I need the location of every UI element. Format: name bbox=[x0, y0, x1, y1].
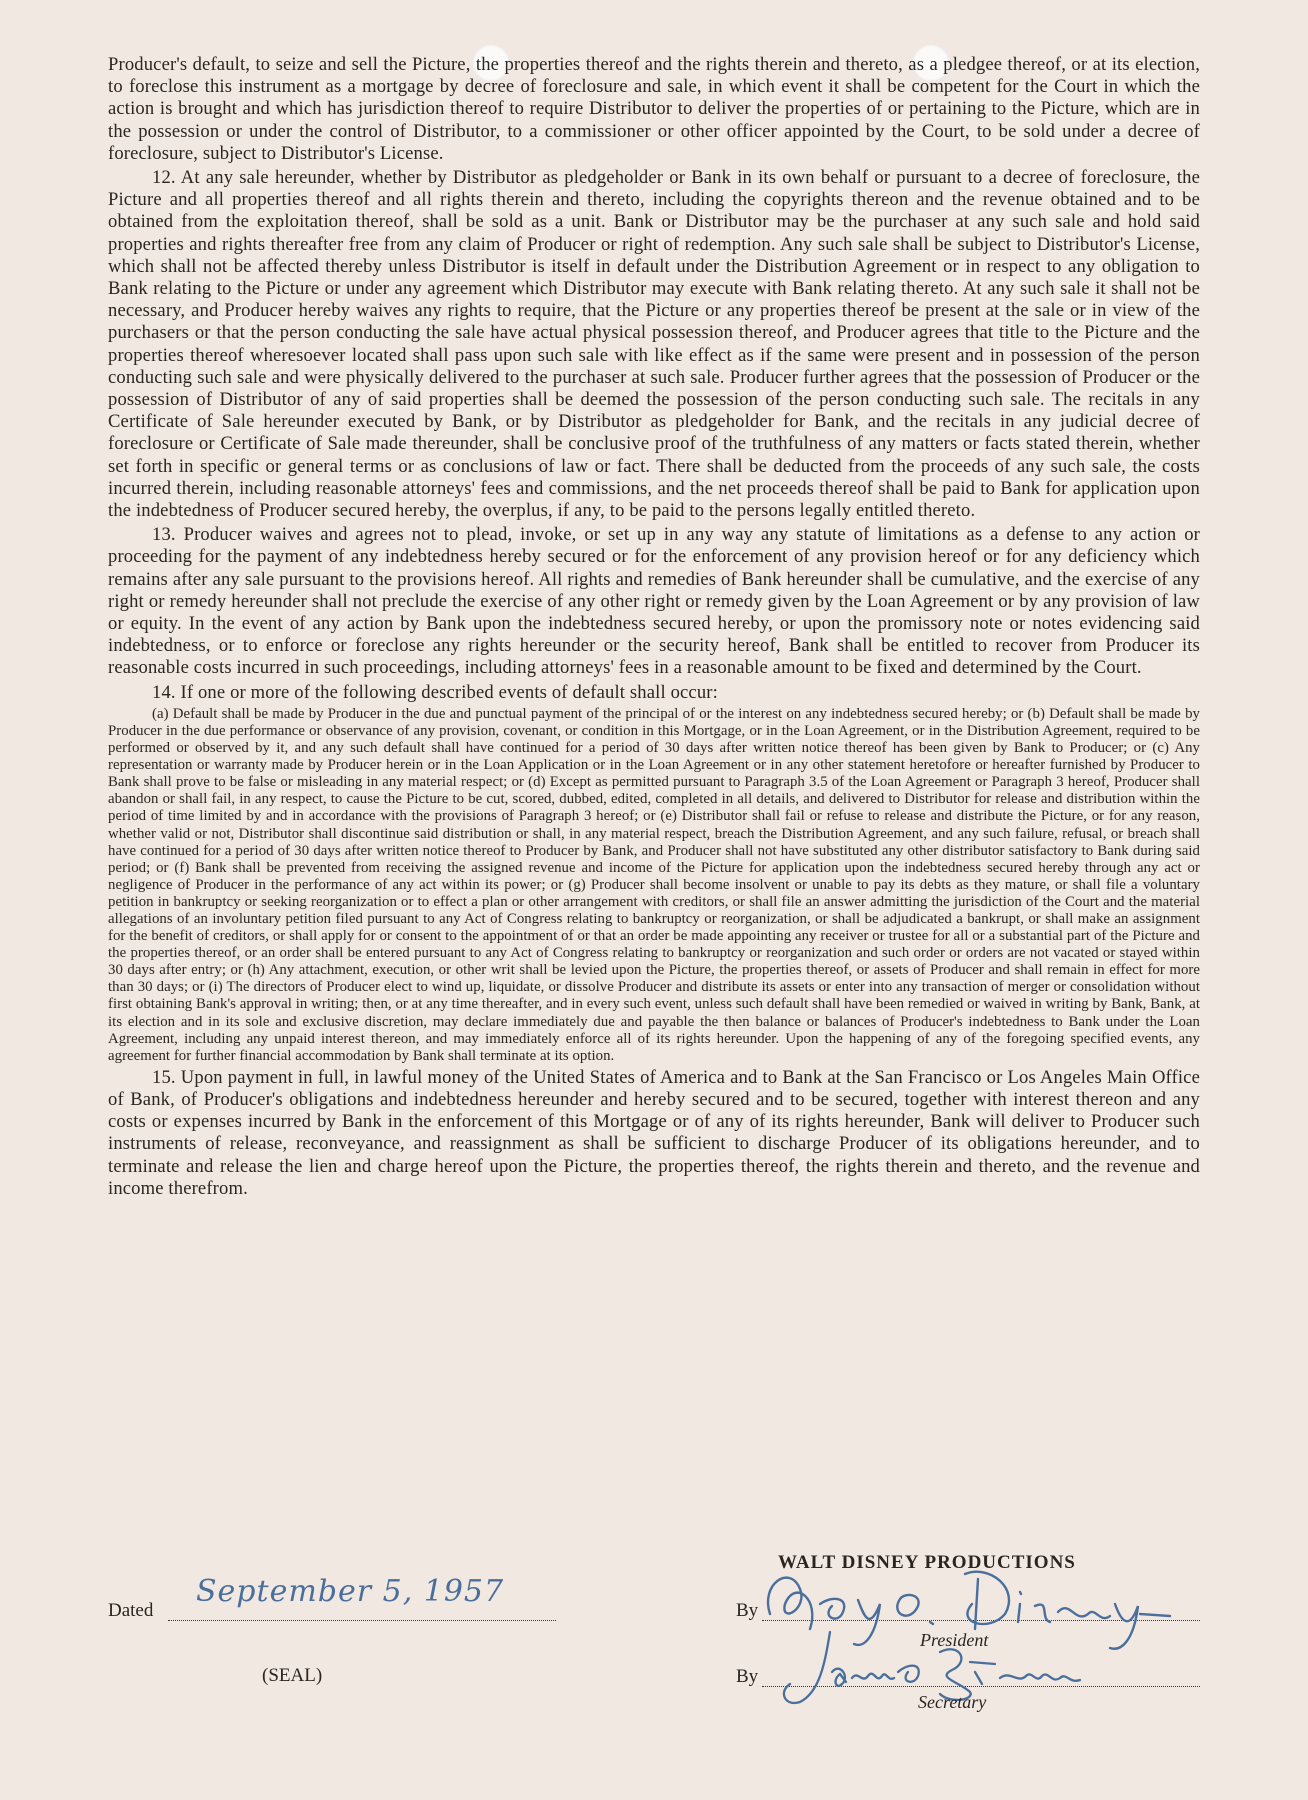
dated-line bbox=[168, 1620, 556, 1621]
paragraph-12: 12. At any sale hereunder, whether by Distributor as pledgeholder or Bank in its own behalf or pursuant to a decree of foreclosure, the Picture and all properties thereof and all rights therein and thereto, including the copyrights thereon and the revenue obtained and to be obtained from the exploitation thereof, shall be sold as a unit. Bank or Distributor may be the purchaser at any such sale and hold said properties and rights thereafter free from any claim of Producer or right of redemption. Any such sale shall be subject to Distributor's License, which shall not be affected thereby unless Distributor is itself in default under the Distribution Agreement or in respect to any obligation to Bank relating to the Picture or under any agreement which Distributor may execute with Bank relating thereto. At any such sale it shall not be necessary, and Producer hereby waives any rights to require, that the Picture or any properties thereof be present at the sale or in view of the purchasers or that the person conducting the sale have actual physical possession thereof, and Producer agrees that title to the Picture and the properties thereof wheresoever located shall pass upon such sale with like effect as if the same were present and in possession of the person conducting such sale and were physically delivered to the purchaser at such sale. Producer further agrees that the possession of Producer or the possession of Distributor of any of said properties shall be deemed the possession of the person conducting such sale. The recitals in any Certificate of Sale hereunder executed by Bank, or by Distributor as pledgeholder for Bank, and the recitals in any judicial decree of foreclosure or Certificate of Sale made thereunder, shall be conclusive proof of the truthfulness of any matters or facts stated therein, whether set forth in specific or general terms or as conclusions of law or fact. There shall be deducted from the proceeds of any such sale, the costs incurred therein, including reasonable attorneys' fees and commissions, and the net proceeds thereof shall be paid to Bank for application upon the indebtedness of Producer secured hereby, the overplus, if any, to be paid to the persons legally entitled thereto. bbox=[108, 167, 1200, 522]
paragraph-13: 13. Producer waives and agrees not to plead, invoke, or set up in any way any statute of limitations as a defense to any action or proceeding for the payment of any indebtedness hereby secured or for the enforcement of any provision hereof or for any deficiency which remains after any sale pursuant to the provisions hereof. All rights and remedies of Bank hereunder shall be cumulative, and the exercise of any right or remedy hereunder shall not preclude the exercise of any other right or remedy given by the Loan Agreement or by any provision of law or equity. In the event of any action by Bank upon the indebtedness secured hereby, or upon the promissory note or notes evidencing said indebtedness, or to enforce or foreclose any rights hereunder or the security hereof, Bank shall be entitled to recover from Producer its reasonable costs incurred in such proceedings, including attorneys' fees in a reasonable amount to be fixed and determined by the Court. bbox=[108, 524, 1200, 679]
company-name: WALT DISNEY PRODUCTIONS bbox=[778, 1552, 1076, 1573]
dated-label: Dated bbox=[108, 1600, 154, 1621]
dated-handwritten: September 5, 1957 bbox=[196, 1574, 505, 1609]
paragraph-14: 14. If one or more of the following described events of default shall occur: bbox=[152, 681, 718, 703]
title-secretary: Secretary bbox=[918, 1692, 987, 1712]
document-body bbox=[108, 54, 1200, 1200]
seal-label: (SEAL) bbox=[262, 1665, 323, 1686]
paragraph-11-continued: Producer's default, to seize and sell the Picture, the properties thereof and the rights therein and thereto, as a pledgee thereof, or at its election, to foreclose this instrument as a mortgage by decree of foreclosure and sale, in which event it shall be competent for the Court in which the action is brought and which has jurisdiction thereof to require Distributor to deliver the properties of or pertaining to the Picture, which are in the possession or under the control of Distributor, to a commissioner or other officer appointed by the Court, to be sold under a decree of foreclosure, subject to Distributor's License. bbox=[108, 54, 1200, 164]
by-label-secretary: By bbox=[736, 1666, 759, 1687]
paragraph-14-default-events: (a) Default shall be made by Producer in the due and punctual payment of the principal of or the interest on any indebtedness secured hereby; or (b) Default shall be made by Producer in the due performance or observance of any provision, covenant, or condition in this Mortgage, or in the Loan Agreement, or in the Distribution Agreement, required to be performed or observed by it, and any such default shall have continued for a period of 30 days after written notice thereof has been given by Bank to Producer; or (c) Any representation or warranty made by Producer herein or in the Loan Application or in the Loan Agreement or in any other statement heretofore or hereafter furnished by Producer to Bank shall prove to be false or misleading in any material respect; or (d) Except as permitted pursuant to Paragraph 3.5 of the Loan Agreement or Paragraph 3 hereof, Producer shall abandon or shall fail, in any respect, to cause the Picture to be cut, scored, dubbed, edited, completed in all details, and delivered to Distributor for release and distribution within the period of time limited by and in accordance with the provisions of Paragraph 3 hereof; or (e) Distributor shall fail or refuse to release and distribute the Picture, or for any reason, whether valid or not, Distributor shall discontinue said distribution or shall, in any material respect, breach the Distribution Agreement, and any such failure, refusal, or breach shall have continued for a period of 30 days after written notice thereof to Producer by Bank, and Producer shall not have substituted any other distributor satisfactory to Bank during said period; or (f) Bank shall be prevented from receiving the assigned revenue and income of the Picture for application upon the indebtedness secured hereby through any act or negligence of Producer in the performance of any act within its power; or (g) Producer shall become insolvent or unable to pay its debts as they mature, or shall file a voluntary petition in bankruptcy or seeking reorganization or to effect a plan or other arrangement with creditors, or shall file an answer admitting the jurisdiction of the Court and the material allegations of an involuntary petition filed pursuant to any Act of Congress relating to bankruptcy or reorganization, or shall be adjudicated a bankrupt, or shall make an assignment for the benefit of creditors, or shall apply for or consent to the appointment of or that an order be made appointing any receiver or trustee for all or a substantial part of the Picture and the properties thereof, or an order shall be entered pursuant to any Act of Congress relating to bankruptcy or reorganization and such order or orders are not vacated or stayed within 30 days after entry; or (h) Any attachment, execution, or other writ shall be levied upon the Picture, the properties thereof, or assets of Producer and shall remain in effect for more than 30 days; or (i) The directors of Producer elect to wind up, liquidate, or dissolve Producer and distribute its assets or enter into any transaction of merger or consolidation without first obtaining Bank's approval in writing; then, or at any time thereafter, and in every such event, unless such default shall have been remedied or waived in writing by Bank, Bank, at its election and in its sole and exclusive discretion, may declare immediately due and payable the then balance or balances of Producer's indebtedness to Bank under the Loan Agreement, including any unpaid interest thereon, and may immediately enforce all of its rights hereunder. Upon the happening of any of the foregoing specified events, any agreement for further financial accommodation by Bank shall terminate at its option. bbox=[108, 705, 1200, 1064]
by-label-president: By bbox=[736, 1600, 759, 1621]
paragraph-15: 15. Upon payment in full, in lawful money of the United States of America and to Bank at the San Francisco or Los Angeles Main Office of Bank, of Producer's obligations and indebtedness hereunder and hereby secured and to be secured, together with interest thereon and any costs or expenses incurred by Bank in the enforcement of this Mortgage or of any of its rights hereunder, Bank will deliver to Producer such instruments of release, reconveyance, and reassignment as shall be sufficient to discharge Producer of its obligations hereunder, and to terminate and release the lien and charge hereof upon the Picture, the properties thereof, the rights therein and thereto, and the revenue and income therefrom. bbox=[108, 1066, 1200, 1199]
title-president: President bbox=[920, 1630, 989, 1650]
